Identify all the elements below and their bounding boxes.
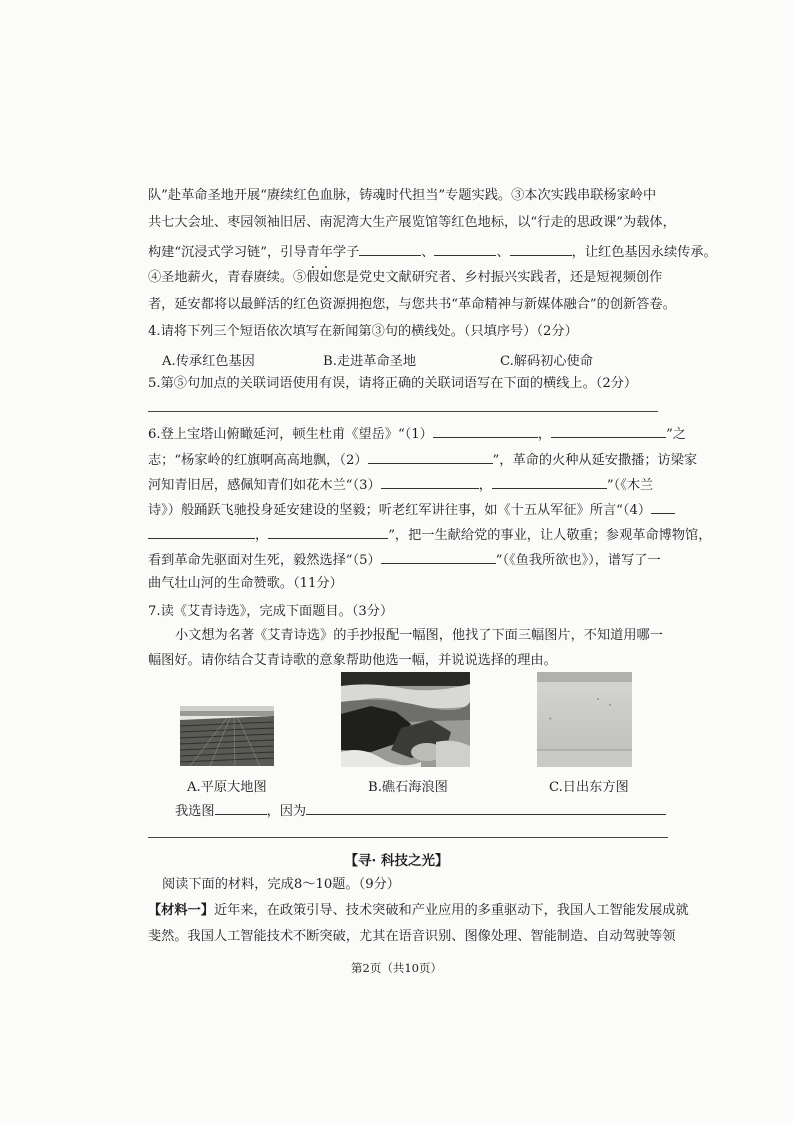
q6-comma-1: ， [537, 427, 552, 442]
sunrise-image [537, 672, 632, 767]
q4-option-c: C.解码初心使命 [500, 354, 593, 369]
caption-c: C.日出东方图 [549, 780, 629, 795]
q6-blank-2[interactable] [368, 450, 493, 464]
q7-reason-label: ，因为 [266, 804, 307, 819]
q7-answer-row [175, 801, 666, 821]
q4-stem: 4.请将下列三个短语依次填写在新闻第③句的横线处。（只填序号）（2分） [148, 324, 578, 339]
q6-blank-1a[interactable] [433, 424, 538, 438]
svg-text:ᵛ: ᵛ [597, 697, 600, 704]
q6-comma-2: ， [478, 478, 492, 493]
q6-line-3-end: ”（《木兰 [606, 478, 654, 493]
q6-line-2-text: 志；“杨家岭的红旗啊高高地飘，（2） [148, 453, 368, 468]
svg-text:ᵛ: ᵛ [609, 703, 612, 710]
passage-line-4-end: 您是党史文献研究者、乡村振兴实践者，还是短视频创作 [332, 270, 663, 285]
q7-choice-blank[interactable] [215, 801, 267, 815]
q6-line-2-end: ”，革命的火种从延安撒播；访梁家 [492, 453, 698, 468]
q7-stem: 7.读《艾青诗选》，完成下面题目。（3分） [148, 604, 394, 619]
rock-waves-image [341, 672, 470, 767]
passage-line-2: 共七大会址、枣园领袖旧居、南泥湾大生产展览馆等红色地标，以“行走的思政课”为载体， [148, 215, 676, 230]
q6-line-3 [148, 475, 653, 495]
passage-line-5: 者，延安都将以最鲜活的红色资源拥抱您，与您共书“革命精神与新媒体融合”的创新答卷。 [148, 297, 676, 312]
q6-line-3-text: 河知青旧居，感佩知青们如花木兰“（3） [148, 478, 381, 493]
q6-blank-4a-end[interactable] [148, 525, 255, 539]
passage-line-3-text: 构建“沉浸式学习链”，引导青年学子 [148, 245, 360, 260]
q6-line-1 [148, 424, 686, 444]
material-1-line-2: 斐然。我国人工智能技术不断突破，尤其在语音识别、图像处理、智能制造、自动驾驶等领 [148, 929, 676, 944]
passage-line-4-text: ④圣地薪火，青春赓续。⑤ [148, 270, 307, 285]
q7-body-line-1: 小文想为名著《艾青诗选》的手抄报配一幅图，他找了下面三幅图片，不知道用哪一 [175, 628, 663, 643]
passage-line-4 [148, 269, 662, 287]
caption-a: A.平原大地图 [187, 780, 267, 795]
q6-blank-3a[interactable] [381, 475, 479, 489]
material-1-label: 【材料一】 [148, 903, 214, 918]
q6-line-7: 曲气壮山河的生命赞歌。（11分） [148, 576, 343, 591]
q6-blank-4a-start[interactable] [651, 500, 675, 514]
page-footer: 第2页（共10页） [351, 961, 442, 975]
blank-1[interactable] [359, 242, 421, 256]
q6-blank-4b[interactable] [268, 525, 388, 539]
q6-line-6-end: ”（《鱼我所欲也》），谱写了一 [495, 553, 661, 568]
blank-2[interactable] [434, 242, 496, 256]
q6-line-6-text: 看到革命先驱面对生死，毅然选择“（5） [148, 553, 381, 568]
blank-3[interactable] [510, 242, 572, 256]
q4-option-a: A.传承红色基因 [162, 354, 255, 369]
q7-reason-blank[interactable] [306, 801, 666, 815]
material-1-text: 近年来，在政策引导、技术突破和产业应用的多重驱动下，我国人工智能发展成就 [213, 903, 689, 918]
q6-line-1-end: ”之 [666, 427, 686, 442]
q5-answer-line[interactable] [148, 411, 658, 412]
caption-b: B.礁石海浪图 [368, 780, 448, 795]
q6-line-2 [148, 450, 697, 470]
q6-line-5-end: ”，把一生献给党的事业，让人敬重；参观革命博物馆， [388, 528, 712, 543]
q6-blank-5[interactable] [381, 550, 496, 564]
q6-line-4-text: 诗》）般踊跃飞驰投身延安建设的坚毅；听老红军讲往事，如《十五从军征》所言“（4） [148, 503, 652, 518]
q5-stem: 5.第⑤句加点的关联词语使用有误，请将正确的关联词语写在下面的横线上。（2分） [148, 376, 638, 391]
q7-body-line-2: 幅图好。请你结合艾青诗歌的意象帮助他选一幅，并说说选择的理由。 [148, 653, 557, 668]
reading-intro: 阅读下面的材料，完成8～10题。（9分） [162, 877, 400, 892]
q6-line-4 [148, 500, 675, 520]
q6-blank-1b[interactable] [551, 424, 666, 438]
q6-line-6 [148, 550, 661, 570]
q6-line-5 [148, 525, 711, 545]
q7-answer-label: 我选图 [175, 804, 215, 819]
svg-text:ᵛ: ᵛ [549, 716, 552, 724]
q6-comma-3: ， [255, 528, 269, 543]
emphasized-char-2: 如 [319, 270, 333, 285]
emphasized-char-1: 假 [306, 270, 320, 285]
q6-line-1-text: 6.登上宝塔山俯瞰延河，顿生杜甫《望岳》“（1） [148, 427, 433, 442]
section-heading: 【寻· 科技之光】 [344, 853, 449, 869]
q7-answer-line-2[interactable] [148, 837, 668, 838]
q6-blank-3b[interactable] [492, 475, 607, 489]
passage-line-3-end: ，让红色基因永续传承。 [571, 245, 717, 260]
material-1-line-1 [148, 902, 689, 920]
plain-field-image [180, 706, 274, 766]
passage-line-1: 队”赴革命圣地开展“赓续红色血脉，铸魂时代担当”专题实践。③本次实践串联杨家岭中 [148, 188, 657, 203]
passage-line-3: 构建“沉浸式学习链”，引导青年学子 、 、 ，让红色基因永续传承。 [148, 242, 717, 262]
q4-option-b: B.走进革命圣地 [323, 354, 417, 369]
